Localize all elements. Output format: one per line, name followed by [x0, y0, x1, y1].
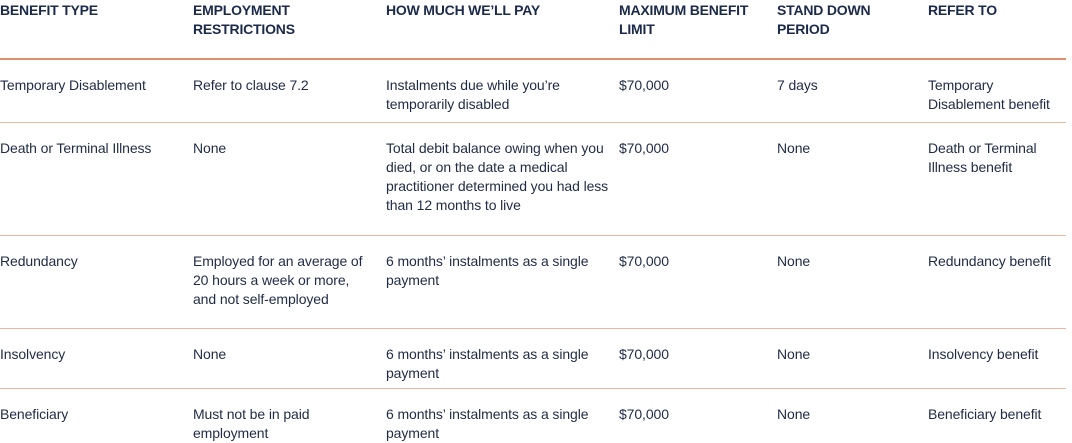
table-row [0, 236, 1066, 329]
cell-stand-down: None [777, 346, 811, 362]
table-header-row [0, 0, 1066, 60]
cell-how-much: Instalments due while you’re temporarily disabled [386, 77, 560, 112]
cell-how-much: 6 months’ instalments as a single payment [386, 406, 589, 441]
cell-benefit-type: Death or Terminal Illness [0, 140, 152, 156]
cell-stand-down: None [777, 140, 811, 156]
cell-max-limit: $70,000 [619, 406, 669, 422]
cell-benefit-type: Insolvency [0, 346, 66, 362]
header-how-much: HOW MUCH WE’LL PAY [386, 2, 541, 18]
cell-refer-to: Redundancy benefit [928, 253, 1051, 269]
header-stand-down: STAND DOWN PERIOD [777, 2, 871, 37]
cell-how-much: Total debit balance owing when you died, or on the date a medical practitioner determined you had less than 12 months to live [386, 140, 609, 213]
cell-refer-to: Temporary Disablement benefit [928, 77, 1050, 112]
cell-stand-down: 7 days [777, 77, 818, 93]
cell-max-limit: $70,000 [619, 253, 669, 269]
table-row [0, 389, 1066, 439]
cell-how-much: 6 months’ instalments as a single payment [386, 253, 589, 288]
cell-how-much: 6 months’ instalments as a single payment [386, 346, 589, 381]
header-max-limit: MAXIMUM BENEFIT LIMIT [619, 2, 749, 37]
cell-refer-to: Death or Terminal Illness benefit [928, 140, 1037, 175]
cell-benefit-type: Beneficiary [0, 406, 69, 422]
header-refer-to: REFER TO [928, 2, 997, 18]
header-benefit-type: BENEFIT TYPE [0, 2, 98, 18]
cell-refer-to: Insolvency benefit [928, 346, 1039, 362]
cell-employment-restrictions: None [193, 140, 227, 156]
cell-refer-to: Beneficiary benefit [928, 406, 1042, 422]
table-row [0, 123, 1066, 236]
cell-max-limit: $70,000 [619, 140, 669, 156]
cell-employment-restrictions: Employed for an average of 20 hours a week or more, and not self-employed [193, 253, 363, 307]
cell-employment-restrictions: Must not be in paid employment [193, 406, 310, 441]
header-employment-restrictions: EMPLOYMENT RESTRICTIONS [193, 2, 295, 37]
cell-max-limit: $70,000 [619, 346, 669, 362]
cell-employment-restrictions: None [193, 346, 227, 362]
cell-benefit-type: Redundancy [0, 253, 78, 269]
table-row [0, 329, 1066, 389]
cell-employment-restrictions: Refer to clause 7.2 [193, 77, 309, 93]
cell-stand-down: None [777, 406, 811, 422]
cell-benefit-type: Temporary Disablement [0, 77, 146, 93]
cell-max-limit: $70,000 [619, 77, 669, 93]
cell-stand-down: None [777, 253, 811, 269]
table-row [0, 60, 1066, 123]
